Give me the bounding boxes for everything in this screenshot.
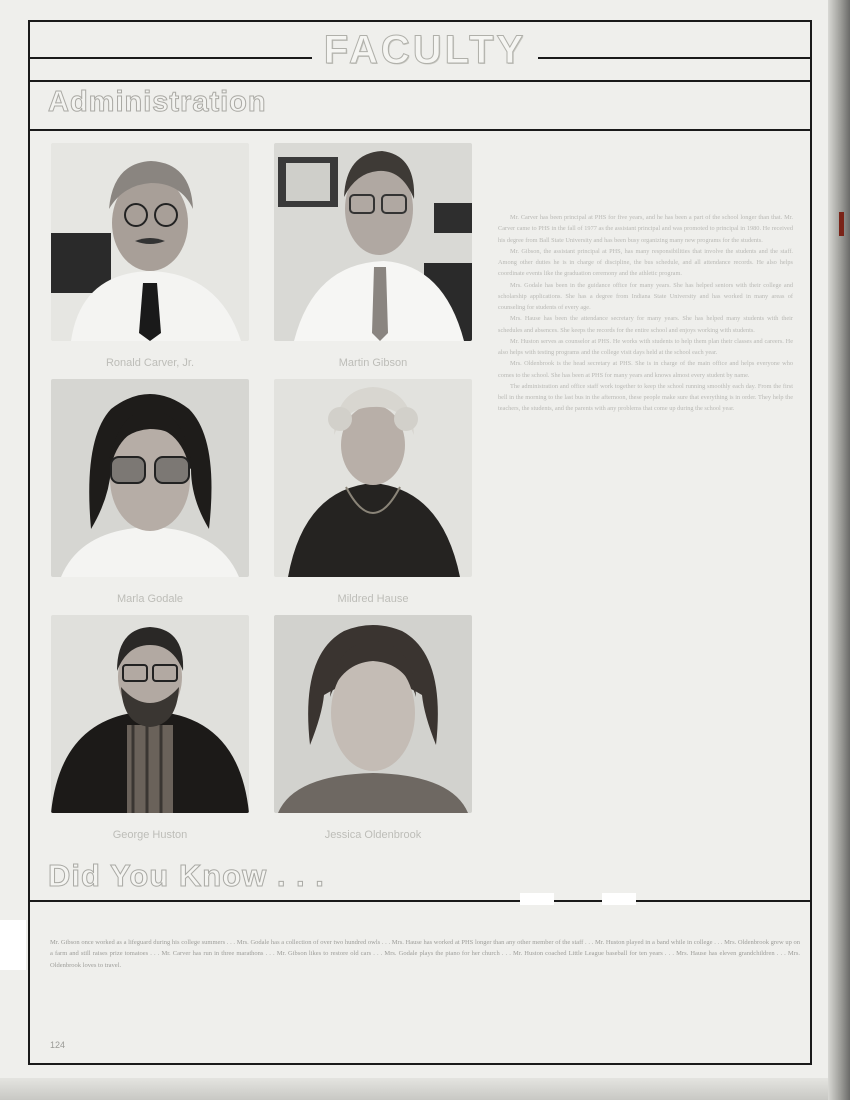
rule-dyk — [28, 900, 812, 902]
caption-godale: Marla Godale — [116, 593, 184, 605]
portrait-oldenbrook-image — [274, 615, 472, 813]
portrait-carver-image — [51, 143, 249, 341]
portrait-photo-1 — [51, 143, 249, 341]
caption-gibson: Martin Gibson — [338, 357, 408, 369]
portrait-photo-5 — [51, 615, 249, 813]
left-margin-tab — [0, 920, 26, 970]
caption-carver: Ronald Carver, Jr. — [105, 357, 195, 369]
page-number: 124 — [50, 1040, 66, 1050]
portrait-hause-image — [274, 379, 472, 577]
rule-admin — [28, 129, 812, 131]
white-mark-1 — [520, 893, 554, 905]
portrait-godale-image — [51, 379, 249, 577]
rule-top-2 — [28, 80, 812, 82]
article-paragraph: Mr. Carver has been principal at PHS for five years, and he has been a part of the school longer than that. Mr. Carver came to PHS in the fall of 1977 as the assistant principal and was promoted to principal in 1980. He received his degree from Ball State University and has been busy organizing many new programs for the students. — [498, 214, 793, 244]
did-you-know-title: Did You Know . . . — [48, 858, 325, 893]
caption-oldenbrook: Jessica Oldenbrook — [324, 829, 422, 841]
article-paragraph: Mrs. Oldenbrook is the head secretary at PHS. She is in charge of the main office and helps everyone who comes to the school. She has been at PHS for many years and knows almost every student by name. — [498, 360, 793, 379]
did-you-know-text: Mr. Gibson once worked as a lifeguard during his college summers . . . Mrs. Godale has a collection of over two hundred owls . . . Mrs. Hause has worked at PHS longer than any other member of the staff . . . Mr. Huston played in a band while in college . . . Mrs. Oldenbrook grew up on a farm and still raises prize tomatoes . . . Mr. Carver has run in three marathons . . . Mr. Gibson likes to restore old cars . . . Mrs. Godale plays the piano for her church . . . Mr. Huston coached Little League baseball for ten years . . . Mrs. Hause has eleven grandchildren . . . Mrs. Oldenbrook loves to travel. — [50, 939, 800, 969]
portrait-photo-6 — [274, 615, 472, 813]
caption-hause: Mildred Hause — [337, 593, 409, 605]
article-paragraph: Mr. Huston serves as counselor at PHS. He works with students to help them plan their classes and careers. He also helps with testing programs and the college visit days held at the school each year. — [498, 337, 793, 356]
portrait-photo-3 — [51, 379, 249, 577]
white-mark-2 — [602, 893, 636, 905]
section-title: FACULTY — [0, 28, 850, 73]
administration-article — [498, 212, 793, 415]
page-bottom-edge — [0, 1078, 828, 1100]
caption-huston: George Huston — [112, 829, 188, 841]
book-binding-edge — [828, 0, 850, 1100]
subsection-title: Administration — [48, 86, 267, 118]
portrait-photo-4 — [274, 379, 472, 577]
article-paragraph: Mrs. Hause has been the attendance secretary for many years. She has helped many students with their schedules and absences. She keeps the records for the entire school and enjoys working with students. — [498, 315, 793, 334]
article-paragraph: The administration and office staff work together to keep the school running smoothly each day. From the first bell in the morning to the last bus in the afternoon, these people make sure that everything is in order. They help the teachers, the students, and the parents with any problems that come up during the school year. — [498, 382, 793, 413]
binding-tab — [839, 212, 844, 236]
article-paragraph: Mrs. Godale has been in the guidance office for many years. She has helped seniors with their college and scholarship applications. She has a degree from Indiana State University and has worked in many areas of counseling for students of every age. — [498, 281, 793, 311]
portrait-huston-image — [51, 615, 249, 813]
portrait-gibson-image — [274, 143, 472, 341]
portrait-photo-2 — [274, 143, 472, 341]
article-paragraph: Mr. Gibson, the assistant principal at PHS, has many responsibilities that involve the students and the staff. Among other duties he is in charge of discipline, the bus schedule, and all attendance records. He also helps coordinate events like the graduation ceremony and the athletic program. — [498, 247, 793, 278]
